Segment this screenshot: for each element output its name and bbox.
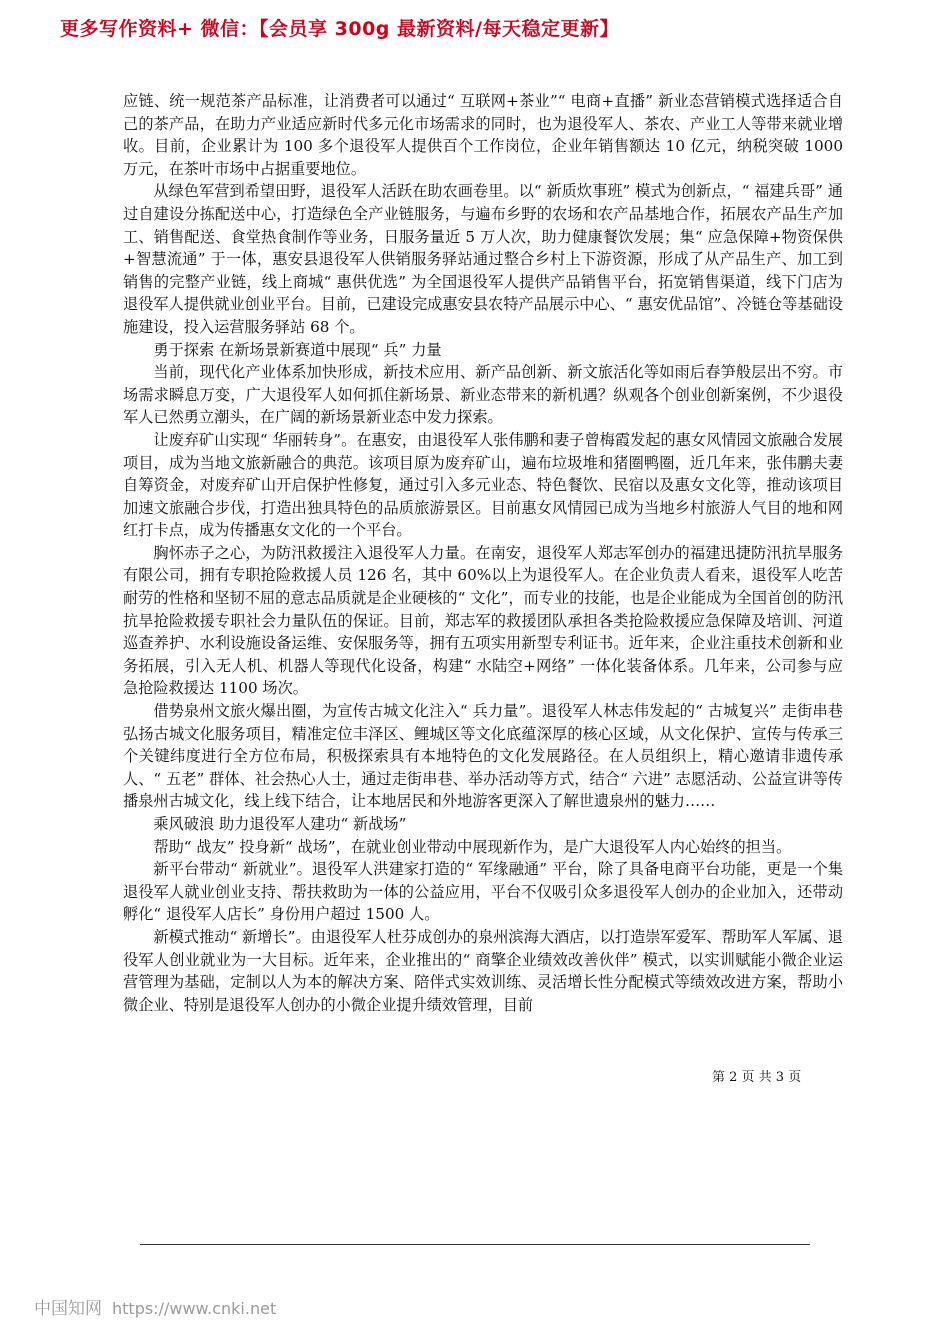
source-watermark <box>34 1294 276 1319</box>
watermark-url: https://www.cnki.net <box>112 1299 277 1318</box>
page-number: 第 2 页 共 3 页 <box>712 1070 802 1085</box>
section-heading: 勇于探索 在新场景新赛道中展现“ 兵” 力量 <box>153 340 442 359</box>
paragraph: 胸怀赤子之心，为防汛救援注入退役军人力量。在南安，退役军人郑志军创办的福建迅捷防汛抗旱服务有限公司，拥有专职抢险救援人员 126 名，其中 60%以上为退役军人。在企业负责人看来，退役军人吃苦耐劳的性格和坚韧不屈的意志品质就是企业硬核的“ 文化”，而专业的技能，也是企业能成为全国首创的防汛抗旱抢险救援专职社会力量队伍的保证。目前，郑志军的救援团队承担各类抢险救援应急保障及培训、河道巡查养护、水利设施设备运维、安保服务等，拥有五项实用新型专利证书。近年来，企业注重技术创新和业务拓展，引入无人机、机器人等现代化设备，构建“ 水陆空+网络” 一体化装备体系。几年来，公司参与应急抢险救援达 1100 场次。 <box>123 543 843 698</box>
footer-divider <box>140 1244 810 1245</box>
paragraph: 让废弃矿山实现“ 华丽转身”。在惠安，由退役军人张伟鹏和妻子曾梅霞发起的惠女风情园文旅融合发展项目，成为当地文旅新融合的典范。该项目原为废弃矿山，遍布垃圾堆和猪圈鸭圈，近几年来，张伟鹏夫妻自筹资金，对废弃矿山开启保护性修复，通过引入多元业态、特色餐饮、民宿以及惠女文化等，推动该项目加速文旅融合步伐，打造出独具特色的品质旅游景区。目前惠女风情园已成为当地乡村旅游人气目的地和网红打卡点，成为传播惠女文化的一个平台。 <box>123 430 843 540</box>
paragraph: 从绿色军营到希望田野，退役军人活跃在助农画卷里。以“ 新质炊事班” 模式为创新点，“ 福建兵哥” 通过自建设分拣配送中心，打造绿色全产业链服务，与遍布乡野的农场和农产品基地合作，拓展农产品生产加工、销售配送、食堂热食制作等业务，日服务量近 5 万人次，助力健康餐饮发展；集“ 应急保障+物资保供+智慧流通” 于一体，惠安县退役军人供销服务驿站通过整合乡村上下游资源，形成了从产品生产、加工到销售的完整产业链，线上商城“ 惠供优选” 为全国退役军人提供产品销售平台，拓宽销售渠道，线下门店为退役军人提供就业创业平台。目前，已建设完成惠安县农特产品展示中心、“ 惠安优品馆”、冷链仓等基础设施建设，投入运营服务驿站 68 个。 <box>123 182 843 336</box>
paragraph: 当前，现代化产业体系加快形成，新技术应用、新产品创新、新文旅活化等如雨后春笋般层出不穷。市场需求瞬息万变，广大退役军人如何抓住新场景、新业态带来的新机遇？纵观各个创业创新案例，不少退役军人已然勇立潮头，在广阔的新场景新业态中发力探索。 <box>123 363 843 427</box>
promo-banner: 更多写作资料+ 微信：【会员享 300g 最新资料/每天稳定更新】 <box>60 18 619 40</box>
section-heading: 乘风破浪 助力退役军人建功“ 新战场” <box>153 815 407 833</box>
paragraph: 帮助“ 战友” 投身新“ 战场”，在就业创业带动中展现新作为，是广大退役军人内心始终的担当。 <box>153 837 792 856</box>
paragraph: 新平台带动“ 新就业”。退役军人洪建家打造的“ 军缘融通” 平台，除了具备电商平台功能，更是一个集退役军人就业创业支持、帮扶救助为一体的公益应用，平台不仅吸引众多退役军人创办的企业加入，还带动孵化“ 退役军人店长” 身份用户超过 1500 人。 <box>123 860 843 924</box>
article-body <box>123 90 843 1016</box>
paragraph: 应链、统一规范茶产品标准，让消费者可以通过“ 互联网+茶业”“ 电商+直播” 新业态营销模式选择适合自己的茶产品，在助力产业适应新时代多元化市场需求的同时，也为退役军人、茶农、产业工人等带来就业增收。目前，企业累计为 100 多个退役军人提供百个工作岗位，企业年销售额达 10 亿元，纳税突破 1000 万元，在茶叶市场中占据重要地位。 <box>123 92 843 178</box>
paragraph: 新模式推动“ 新增长”。由退役军人杜芬成创办的泉州滨海大酒店，以打造崇军爱军、帮助军人军属、退役军人创业就业为一大目标。近年来，企业推出的“ 商擎企业绩效改善伙伴” 模式，以实训赋能小微企业运营管理为基础，定制以人为本的解决方案、陪伴式实效训练、灵活增长性分配模式等绩效改进方案，帮助小微企业、特别是退役军人创办的小微企业提升绩效管理，目前 <box>123 927 843 1014</box>
watermark-site: 中国知网 <box>34 1299 102 1319</box>
paragraph: 借势泉州文旅火爆出圈，为宣传古城文化注入“ 兵力量”。退役军人林志伟发起的“ 古城复兴” 走街串巷弘扬古城文化服务项目，精准定位丰泽区、鲤城区等文化底蕴深厚的核心区域，从文化保护、宣传与传承三个关键纬度进行全方位布局，积极探索具有本地特色的文化发展路径。在人员组织上，精心邀请非遗传承人、“ 五老” 群体、社会热心人士，通过走街串巷、举办活动等方式，结合“ 六进” 志愿活动、公益宣讲等传播泉州古城文化，线上线下结合，让本地居民和外地游客更深入了解世遗泉州的魅力…… <box>123 702 843 811</box>
